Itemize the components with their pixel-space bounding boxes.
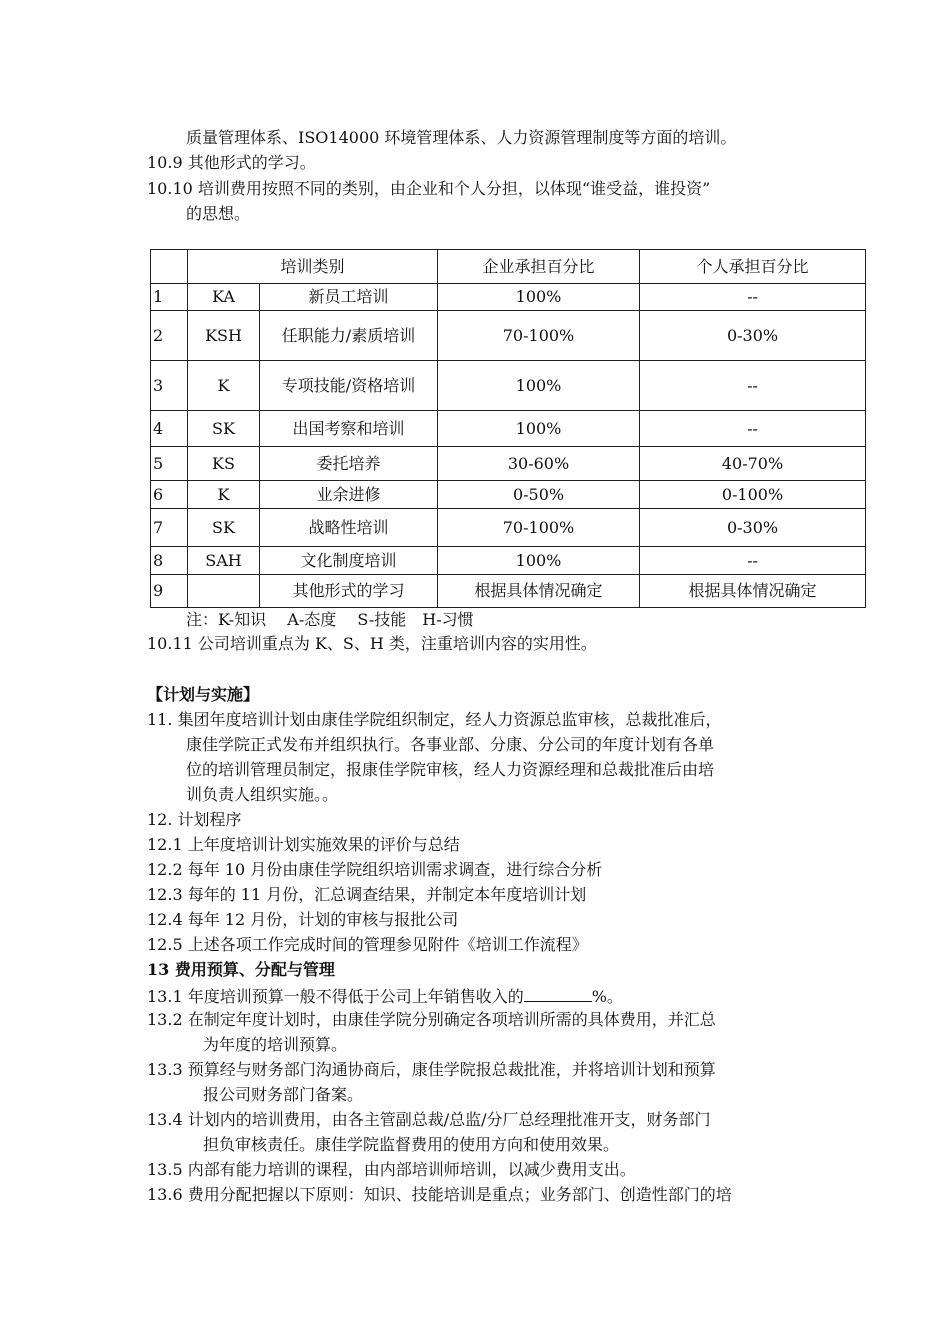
company-share: 根据具体情况确定 (438, 575, 640, 608)
table-row (151, 411, 866, 447)
company-share: 100% (438, 411, 640, 447)
table-header-cell: 企业承担百分比 (438, 250, 640, 284)
blank-fill-line (524, 983, 592, 1002)
table-row (151, 447, 866, 481)
table-row (151, 481, 866, 509)
paragraph-line: 质量管理体系、ISO14000 环境管理体系、人力资源管理制度等方面的培训。 (186, 128, 737, 147)
table-header-cell: 培训类别 (188, 250, 438, 284)
section-13-1 (147, 983, 623, 1007)
personal-share: -- (640, 411, 866, 447)
table-row (151, 284, 866, 311)
personal-share: 根据具体情况确定 (640, 575, 866, 608)
row-number: 3 (151, 361, 188, 411)
row-number: 8 (151, 547, 188, 575)
row-number: 1 (151, 284, 188, 311)
table-header-cell: 个人承担百分比 (640, 250, 866, 284)
section-13-5: 13.5 内部有能力培训的课程，由内部培训师培训，以减少费用支出。 (147, 1160, 636, 1179)
category-code (188, 575, 260, 608)
section-12-2: 12.2 每年 10 月份由康佳学院组织培训需求调查，进行综合分析 (147, 860, 603, 879)
table-row (151, 311, 866, 361)
category-code: SK (188, 411, 260, 447)
category-code: SAH (188, 547, 260, 575)
category-code: KS (188, 447, 260, 481)
table-header-cell (151, 250, 188, 284)
section-12-4: 12.4 每年 12 月份，计划的审核与报批公司 (147, 910, 459, 929)
section-13-4: 13.4 计划内的培训费用，由各主管副总裁/总监/分厂总经理批准开支，财务部门 (147, 1110, 711, 1129)
company-share: 100% (438, 361, 640, 411)
personal-share: 0-30% (640, 509, 866, 547)
table-row (151, 361, 866, 411)
company-share: 70-100% (438, 509, 640, 547)
section-10-9: 10.9 其他形式的学习。 (147, 153, 316, 172)
paragraph-line: 为年度的培训预算。 (203, 1035, 348, 1054)
personal-share: -- (640, 361, 866, 411)
row-number: 4 (151, 411, 188, 447)
category-code: KSH (188, 311, 260, 361)
section-heading: 13 费用预算、分配与管理 (147, 960, 335, 979)
section-12-3: 12.3 每年的 11 月份，汇总调查结果，并制定本年度培训计划 (147, 885, 587, 904)
category-name: 文化制度培训 (260, 547, 438, 575)
section-heading: 【计划与实施】 (147, 685, 260, 704)
section-10-11: 10.11 公司培训重点为 K、S、H 类，注重培训内容的实用性。 (147, 634, 597, 653)
company-share: 0-50% (438, 481, 640, 509)
sentence-text: %。 (591, 987, 623, 1006)
row-number: 2 (151, 311, 188, 361)
table-row (151, 575, 866, 608)
category-code: K (188, 481, 260, 509)
row-number: 9 (151, 575, 188, 608)
section-10-10: 10.10 培训费用按照不同的类别，由企业和个人分担，以体现“谁受益，谁投资” (147, 179, 711, 198)
table-row (151, 509, 866, 547)
category-code: SK (188, 509, 260, 547)
company-share: 70-100% (438, 311, 640, 361)
category-code: K (188, 361, 260, 411)
category-name: 专项技能/资格培训 (260, 361, 438, 411)
training-fee-table (150, 249, 866, 608)
category-name: 任职能力/素质培训 (260, 311, 438, 361)
row-number: 7 (151, 509, 188, 547)
paragraph-line: 训负责人组织实施。。 (186, 785, 339, 804)
personal-share: -- (640, 284, 866, 311)
paragraph-line: 的思想。 (186, 204, 251, 223)
table-header-row (151, 250, 866, 284)
company-share: 100% (438, 547, 640, 575)
table-row (151, 547, 866, 575)
category-code: KA (188, 284, 260, 311)
paragraph-line: 担负审核责任。康佳学院监督费用的使用方向和使用效果。 (203, 1135, 620, 1154)
category-name: 战略性培训 (260, 509, 438, 547)
section-12-5: 12.5 上述各项工作完成时间的管理参见附件《培训工作流程》 (147, 935, 588, 954)
category-name: 业余进修 (260, 481, 438, 509)
section-12-1: 12.1 上年度培训计划实施效果的评价与总结 (147, 835, 460, 854)
row-number: 6 (151, 481, 188, 509)
category-name: 委托培养 (260, 447, 438, 481)
section-11: 11. 集团年度培训计划由康佳学院组织制定，经人力资源总监审核，总裁批准后， (147, 710, 722, 729)
paragraph-line: 报公司财务部门备案。 (203, 1085, 364, 1104)
category-name: 其他形式的学习 (260, 575, 438, 608)
section-13-3: 13.3 预算经与财务部门沟通协商后，康佳学院报总裁批准，并将培训计划和预算 (147, 1060, 716, 1079)
company-share: 30-60% (438, 447, 640, 481)
category-name: 出国考察和培训 (260, 411, 438, 447)
personal-share: 0-30% (640, 311, 866, 361)
paragraph-line: 康佳学院正式发布并组织执行。各事业部、分康、分公司的年度计划有各单 (186, 735, 715, 754)
personal-share: -- (640, 547, 866, 575)
personal-share: 0-100% (640, 481, 866, 509)
section-13-2: 13.2 在制定年度计划时，由康佳学院分别确定各项培训所需的具体费用，并汇总 (147, 1010, 716, 1029)
section-13-6: 13.6 费用分配把握以下原则：知识、技能培训是重点；业务部门、创造性部门的培 (147, 1185, 732, 1204)
row-number: 5 (151, 447, 188, 481)
company-share: 100% (438, 284, 640, 311)
section-12: 12. 计划程序 (147, 810, 242, 829)
personal-share: 40-70% (640, 447, 866, 481)
paragraph-line: 位的培训管理员制定，报康佳学院审核，经人力资源经理和总裁批准后由培 (186, 760, 715, 779)
table-note: 注：K-知识 A-态度 S-技能 H-习惯 (186, 610, 474, 629)
category-name: 新员工培训 (260, 284, 438, 311)
sentence-text: 13.1 年度培训预算一般不得低于公司上年销售收入的 (147, 987, 524, 1006)
